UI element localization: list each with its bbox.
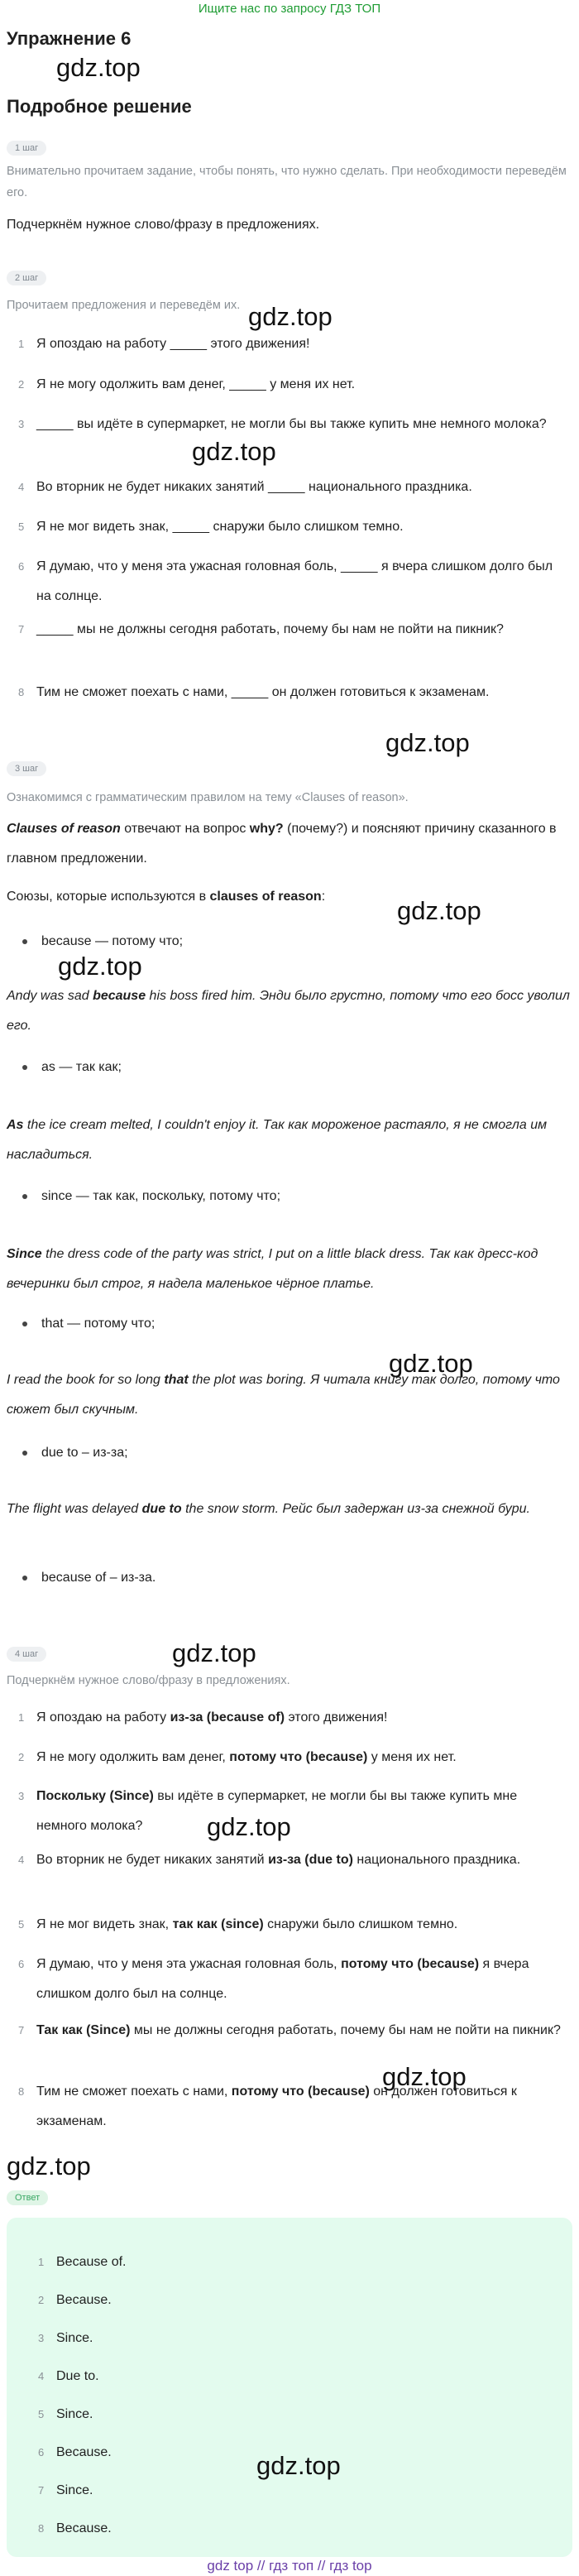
example-sentence bbox=[7, 981, 572, 1041]
watermark-text: gdz.top bbox=[56, 53, 141, 82]
sentence-part: Я не могу одолжить вам денег, bbox=[36, 1750, 230, 1764]
answer-sentence bbox=[36, 1845, 566, 1875]
conjunction-item: that — потому что; bbox=[41, 1317, 156, 1331]
conjunction-item: as — так как; bbox=[41, 1060, 122, 1074]
sentence-keyword: потому что (because) bbox=[231, 2084, 370, 2099]
list-number: 6 bbox=[18, 1958, 25, 1970]
section-title: Подробное решение bbox=[7, 96, 192, 117]
sentence-keyword: из-за (due to) bbox=[268, 1853, 353, 1867]
sentence-item: Во вторник не будет никаких занятий _____ национального праздника. bbox=[36, 480, 472, 494]
page-title: Упражнение 6 bbox=[7, 28, 132, 49]
step-badge: 2 шаг bbox=[7, 271, 46, 285]
sentence-part: мы не должны сегодня работать, почему бы нам не пойти на пикник? bbox=[130, 2023, 561, 2037]
sentence-keyword: Поскольку (Since) bbox=[36, 1789, 154, 1803]
rule-term: Clauses of reason bbox=[7, 822, 121, 836]
watermark-text: gdz.top bbox=[248, 302, 333, 331]
list-number: 7 bbox=[38, 2484, 45, 2497]
answer-sentence bbox=[36, 1703, 566, 1733]
list-number: 5 bbox=[38, 2408, 45, 2420]
watermark-text: gdz.top bbox=[382, 2062, 467, 2091]
bullet-dot bbox=[22, 939, 27, 944]
sentence-item: Тим не сможет поехать с нами, _____ он должен готовиться к экзаменам. bbox=[36, 685, 490, 699]
sentence-part: этого движения! bbox=[285, 1710, 388, 1725]
answer-item: Because of. bbox=[56, 2255, 127, 2269]
example-part: the snow storm. Рейс был задержан из-за снежной бури. bbox=[181, 1502, 530, 1516]
step-description: Прочитаем предложения и переведём их. bbox=[7, 299, 241, 312]
sentence-part: вы идёте в супермаркет, не могли бы вы также купить мне немного молока? bbox=[36, 1789, 518, 1833]
rule-text-part: отвечают на вопрос bbox=[120, 822, 250, 836]
answer-item: Because. bbox=[56, 2293, 112, 2307]
step-text: Подчеркнём нужное слово/фразу в предложениях. bbox=[7, 218, 320, 232]
list-number: 2 bbox=[18, 1751, 25, 1763]
bullet-dot bbox=[22, 1194, 27, 1199]
answer-item: Because. bbox=[56, 2445, 112, 2459]
sentence-item: _____ вы идёте в супермаркет, не могли бы вы также купить мне немного молока? bbox=[36, 417, 547, 431]
watermark-text: gdz.top bbox=[256, 2451, 341, 2480]
unions-heading bbox=[7, 882, 325, 912]
list-number: 8 bbox=[18, 686, 25, 698]
top-search-link[interactable]: Ищите нас по запросу ГДЗ ТОП bbox=[198, 2, 381, 16]
sentence-part: Я думаю, что у меня эта ужасная головная боль, bbox=[36, 1957, 342, 1971]
sentence-part: снаружи было слишком темно. bbox=[263, 1917, 458, 1931]
bullet-dot bbox=[22, 1576, 27, 1581]
sentence-item: Я опоздаю на работу _____ этого движения! bbox=[36, 337, 310, 351]
list-number: 1 bbox=[38, 2256, 45, 2268]
watermark-text: gdz.top bbox=[7, 2151, 91, 2180]
list-number: 4 bbox=[18, 1854, 25, 1866]
watermark-text: gdz.top bbox=[389, 1349, 473, 1378]
list-number: 6 bbox=[18, 560, 25, 573]
example-part: Andy was sad bbox=[7, 989, 93, 1003]
example-sentence bbox=[7, 1494, 572, 1524]
answer-item: Since. bbox=[56, 2483, 93, 2497]
watermark-text: gdz.top bbox=[192, 437, 276, 466]
example-keyword: due to bbox=[141, 1502, 182, 1516]
example-part: his boss fired him. Энди было грустно, потому что его босс уволил его. bbox=[7, 989, 570, 1033]
example-keyword: that bbox=[164, 1373, 189, 1387]
sentence-item: Я не мог видеть знак, _____ снаружи было слишком темно. bbox=[36, 520, 404, 534]
answer-item: Because. bbox=[56, 2521, 112, 2535]
step-description: Подчеркнём нужное слово/фразу в предложениях. bbox=[7, 1674, 290, 1687]
answer-sentence bbox=[36, 2077, 566, 2137]
example-keyword: Since bbox=[7, 1247, 42, 1261]
list-number: 8 bbox=[38, 2522, 45, 2535]
step-badge: 4 шаг bbox=[7, 1647, 46, 1662]
watermark-text: gdz.top bbox=[58, 952, 142, 981]
answer-sentence bbox=[36, 2016, 566, 2046]
example-part: I read the book for so long bbox=[7, 1373, 165, 1387]
watermark-text: gdz.top bbox=[172, 1638, 256, 1667]
rule-text bbox=[7, 814, 572, 874]
list-number: 1 bbox=[18, 1711, 25, 1724]
sentence-part: Я опоздаю на работу bbox=[36, 1710, 170, 1725]
unions-text: Союзы, которые используются в bbox=[7, 890, 210, 904]
example-part: the plot was boring. Я читала книгу так долго, потому что сюжет был скучным. bbox=[7, 1373, 560, 1417]
watermark-text: gdz.top bbox=[397, 896, 481, 925]
footer-links[interactable]: gdz top // гдз топ // гдз top bbox=[207, 2558, 372, 2574]
unions-text: : bbox=[321, 890, 326, 904]
conjunction-item: due to – из-за; bbox=[41, 1446, 128, 1460]
list-number: 4 bbox=[18, 481, 25, 493]
sentence-keyword: из-за (because of) bbox=[170, 1710, 285, 1725]
watermark-text: gdz.top bbox=[385, 728, 470, 757]
list-number: 4 bbox=[38, 2370, 45, 2382]
list-number: 7 bbox=[18, 623, 25, 636]
answer-item: Since. bbox=[56, 2331, 93, 2345]
unions-term: clauses of reason bbox=[209, 890, 322, 904]
step-badge: 3 шаг bbox=[7, 761, 46, 776]
conjunction-item: because of – из-за. bbox=[41, 1571, 156, 1585]
step-description: Ознакомимся с грамматическим правилом на тему «Clauses of reason». bbox=[7, 791, 409, 804]
answer-badge: Ответ bbox=[7, 2190, 48, 2205]
list-number: 1 bbox=[18, 338, 25, 350]
sentence-keyword: так как (since) bbox=[172, 1917, 264, 1931]
sentence-keyword: Так как (Since) bbox=[36, 2023, 131, 2037]
sentence-keyword: потому что (because) bbox=[341, 1957, 480, 1971]
list-number: 3 bbox=[18, 418, 25, 430]
sentence-item: Я думаю, что у меня эта ужасная головная боль, _____ я вчера слишком долго был на солнце. bbox=[36, 559, 553, 603]
rule-text-part: (почему?) и поясняют причину сказанного в главном предложении. bbox=[7, 822, 557, 866]
answer-item: Since. bbox=[56, 2407, 93, 2421]
step-description: Внимательно прочитаем задание, чтобы понять, что нужно сделать. При необходимости переведём его. bbox=[7, 165, 567, 199]
list-number: 5 bbox=[18, 1918, 25, 1931]
example-keyword: because bbox=[93, 989, 146, 1003]
sentence-part: у меня их нет. bbox=[367, 1750, 457, 1764]
answer-sentence bbox=[36, 1782, 566, 1841]
list-number: 8 bbox=[18, 2085, 25, 2098]
sentence-part: он должен готовиться к экзаменам. bbox=[36, 2084, 517, 2128]
answer-sentence bbox=[36, 1910, 566, 1940]
list-number: 2 bbox=[18, 378, 25, 391]
sentence-part: Во вторник не будет никаких занятий bbox=[36, 1853, 269, 1867]
sentence-item: _____ мы не должны сегодня работать, почему бы нам не пойти на пикник? bbox=[36, 622, 504, 636]
list-number: 7 bbox=[18, 2024, 25, 2036]
sentence-part: Я не мог видеть знак, bbox=[36, 1917, 173, 1931]
list-number: 3 bbox=[18, 1790, 25, 1802]
example-part: The flight was delayed bbox=[7, 1502, 142, 1516]
sentence-keyword: потому что (because) bbox=[229, 1750, 368, 1764]
conjunction-item: because — потому что; bbox=[41, 934, 184, 948]
watermark-text: gdz.top bbox=[207, 1812, 291, 1841]
list-number: 6 bbox=[38, 2446, 45, 2458]
bullet-dot bbox=[22, 1451, 27, 1456]
sentence-part: Тим не сможет поехать с нами, bbox=[36, 2084, 232, 2099]
list-number: 5 bbox=[18, 520, 25, 533]
sentence-part: национального праздника. bbox=[352, 1853, 521, 1867]
sentence-item: Я не могу одолжить вам денег, _____ у меня их нет. bbox=[36, 377, 356, 391]
list-number: 3 bbox=[38, 2332, 45, 2344]
example-sentence bbox=[7, 1240, 572, 1299]
answer-sentence bbox=[36, 1743, 566, 1772]
example-keyword: As bbox=[7, 1118, 24, 1132]
answer-item: Due to. bbox=[56, 2369, 99, 2383]
example-sentence bbox=[7, 1365, 572, 1425]
answer-sentence bbox=[36, 1950, 566, 2009]
step-badge: 1 шаг bbox=[7, 141, 46, 156]
example-sentence bbox=[7, 1111, 572, 1170]
bullet-dot bbox=[22, 1065, 27, 1070]
example-part: the dress code of the party was strict, I put on a little black dress. Так как дресс-код вечеринки был строг, я надела маленькое чёрное платье. bbox=[7, 1247, 538, 1291]
rule-question: why? bbox=[249, 822, 284, 836]
bullet-dot bbox=[22, 1322, 27, 1326]
conjunction-item: since — так как, поскольку, потому что; bbox=[41, 1189, 281, 1203]
example-part: the ice cream melted, I couldn't enjoy it. Так как мороженое растаяло, я не смогла им насладиться. bbox=[7, 1118, 548, 1162]
list-number: 2 bbox=[38, 2294, 45, 2306]
sentence-part: я вчера слишком долго был на солнце. bbox=[36, 1957, 529, 2001]
